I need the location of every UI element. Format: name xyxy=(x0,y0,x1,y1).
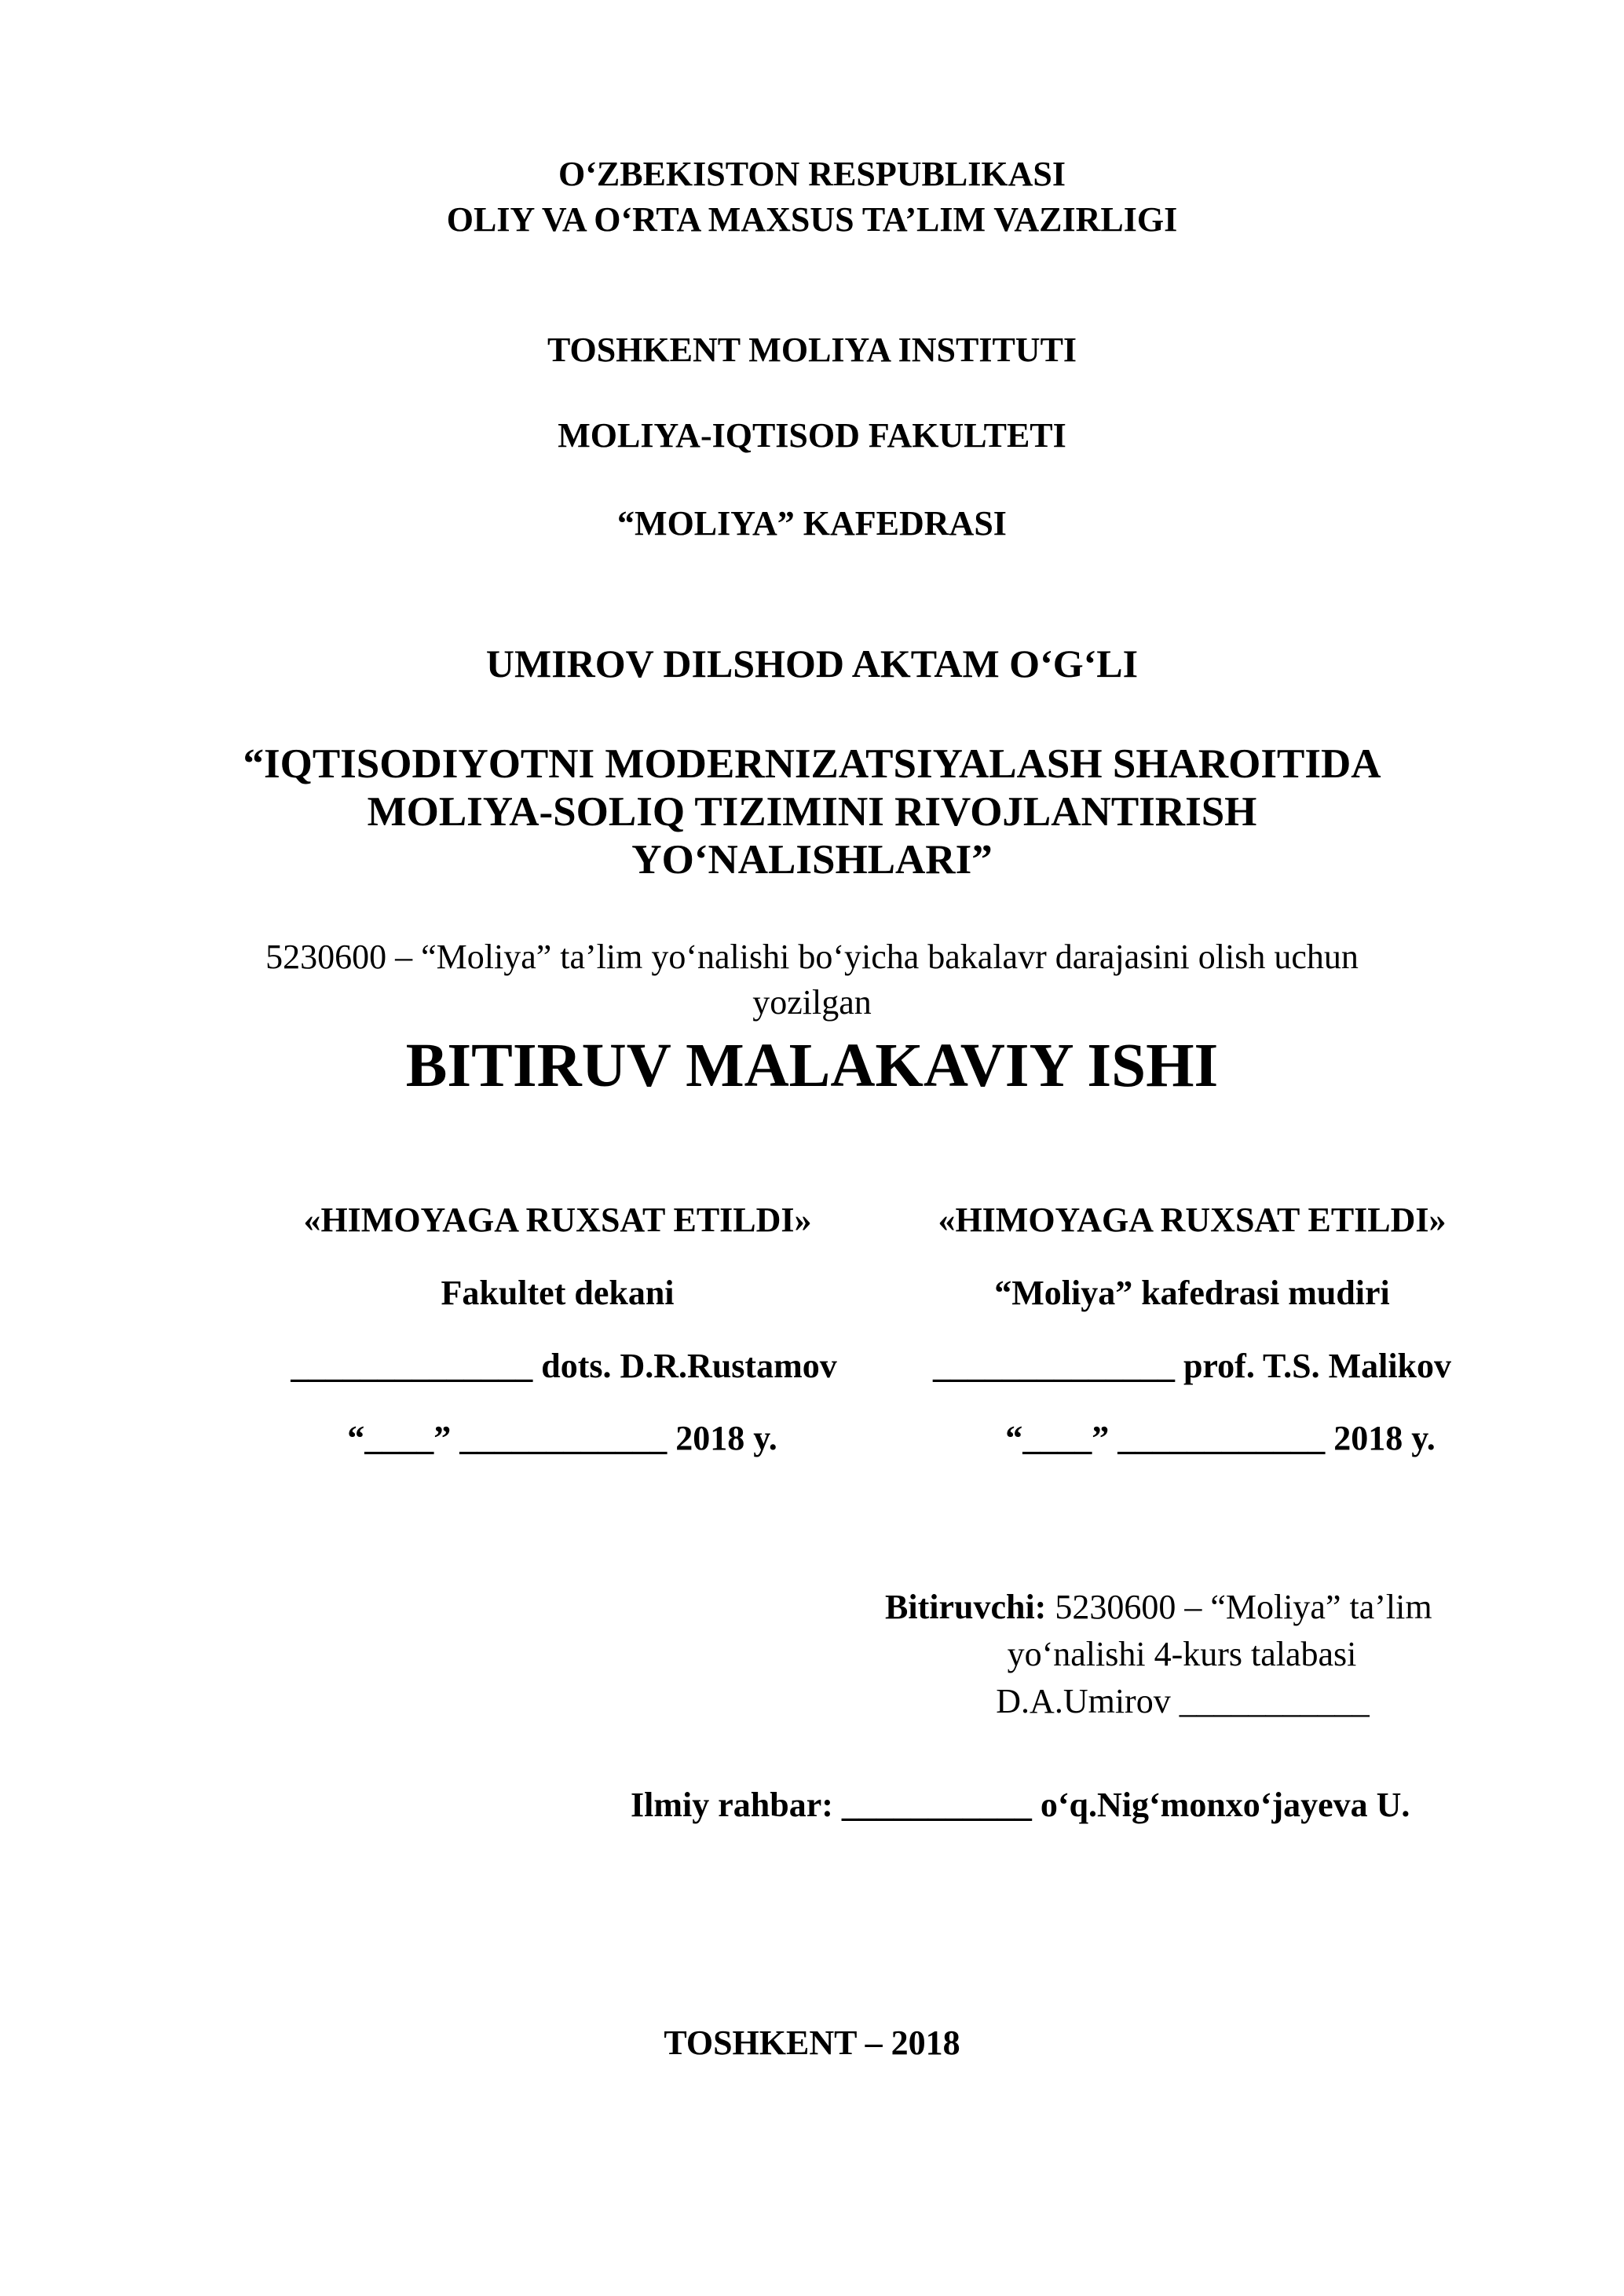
graduate-program: 5230600 – “Moliya” ta’lim xyxy=(1046,1588,1432,1626)
supervisor-line xyxy=(631,1788,1410,1823)
author-name: UMIROV DILSHOD AKTAM O‘G‘LI xyxy=(485,642,1139,686)
graduate-line2: yo‘nalishi 4-kurs talabasi xyxy=(1007,1635,1357,1673)
left-approval-heading: «HIMOYAGA RUXSAT ETILDI» xyxy=(303,1201,812,1239)
left-approval-date: “____” ____________ 2018 y. xyxy=(347,1419,777,1457)
footer-city-year: TOSHKENT – 2018 xyxy=(664,2024,960,2062)
ministry-country: O‘ZBEKISTON RESPUBLIKASI xyxy=(558,155,1066,193)
supervisor-name: ___________ o‘q.Nig‘monxo‘jayeva U. xyxy=(832,1786,1410,1824)
institute-name: TOSHKENT MOLIYA INSTITUTI xyxy=(547,331,1077,369)
right-approval-role: “Moliya” kafedrasi mudiri xyxy=(994,1274,1390,1312)
faculty-name: MOLIYA-IQTISOD FAKULTETI xyxy=(558,416,1066,455)
thesis-title-line1: “IQTISODIYOTNI MODERNIZATSIYALASH SHAROITIDA xyxy=(243,741,1381,787)
thesis-title-line2: MOLIYA-SOLIQ TIZIMINI RIVOJLANTIRISH xyxy=(367,789,1257,835)
graduate-label: Bitiruvchi: xyxy=(885,1588,1047,1626)
thesis-purpose-line2: yozilgan xyxy=(752,983,872,1022)
left-approval-signature: ______________ dots. D.R.Rustamov xyxy=(291,1347,837,1385)
right-approval-signature: ______________ prof. T.S. Malikov xyxy=(932,1347,1452,1385)
right-approval-heading: «HIMOYAGA RUXSAT ETILDI» xyxy=(938,1201,1447,1239)
right-approval-date: “____” ____________ 2018 y. xyxy=(1005,1419,1436,1457)
department-name: “MOLIYA” KAFEDRASI xyxy=(617,504,1007,543)
supervisor-label: Ilmiy rahbar: xyxy=(631,1786,833,1824)
thesis-title-line3: YO‘NALISHLARI” xyxy=(631,837,993,883)
ministry-name: OLIY VA O‘RTA MAXSUS TA’LIM VAZIRLIGI xyxy=(446,200,1178,239)
work-type-title: BITIRUV MALAKAVIY ISHI xyxy=(405,1032,1219,1100)
graduate-name-signature: D.A.Umirov ___________ xyxy=(996,1682,1370,1720)
thesis-purpose-line1: 5230600 – “Moliya” ta’lim yo‘nalishi bo‘yicha bakalavr darajasini olish uchun xyxy=(265,938,1359,976)
graduate-line1 xyxy=(885,1590,1432,1625)
left-approval-role: Fakultet dekani xyxy=(441,1274,675,1312)
